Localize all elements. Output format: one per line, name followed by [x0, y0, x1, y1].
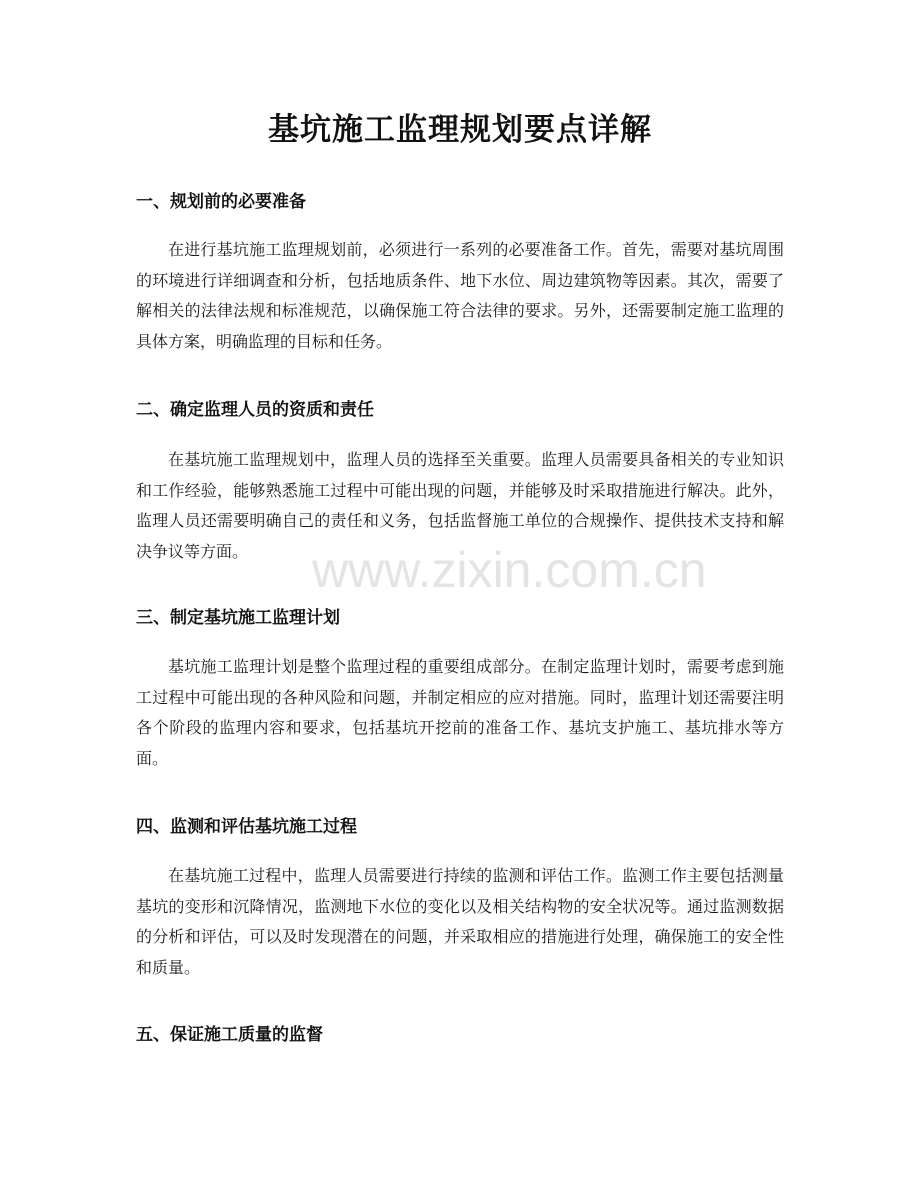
section-heading-4: 四、监测和评估基坑施工过程	[136, 817, 357, 837]
section-heading-1: 一、规划前的必要准备	[136, 192, 306, 212]
section-heading-5: 五、保证施工质量的监督	[136, 1025, 323, 1045]
section-heading-2: 二、确定监理人员的资质和责任	[136, 400, 374, 420]
section-paragraph-2: 在基坑施工监理规划中，监理人员的选择至关重要。监理人员需要具备相关的专业知识和工作经验，能够熟悉施工过程中可能出现的问题，并能够及时采取措施进行解决。此外，监理人员还需要明确自己的责任和义务，包括监督施工单位的合规操作、提供技术支持和解决争议等方面。	[136, 450, 784, 561]
watermark-text: www.zixin.com.cn	[312, 542, 707, 598]
document-title: 基坑施工监理规划要点详解	[268, 112, 652, 148]
section-paragraph-4: 在基坑施工过程中，监理人员需要进行持续的监测和评估工作。监测工作主要包括测量基坑的变形和沉降情况，监测地下水位的变化以及相关结构物的安全状况等。通过监测数据的分析和评估，可以及时发现潜在的问题，并采取相应的措施进行处理，确保施工的安全性和质量。	[136, 866, 784, 977]
section-heading-3: 三、制定基坑施工监理计划	[136, 608, 340, 628]
section-paragraph-3: 基坑施工监理计划是整个监理过程的重要组成部分。在制定监理计划时，需要考虑到施工过程中可能出现的各种风险和问题，并制定相应的应对措施。同时，监理计划还需要注明各个阶段的监理内容和要求，包括基坑开挖前的准备工作、基坑支护施工、基坑排水等方面。	[136, 657, 784, 768]
section-paragraph-1: 在进行基坑施工监理规划前，必须进行一系列的必要准备工作。首先，需要对基坑周围的环境进行详细调查和分析，包括地质条件、地下水位、周边建筑物等因素。其次，需要了解相关的法律法规和标准规范，以确保施工符合法律的要求。另外，还需要制定施工监理的具体方案，明确监理的目标和任务。	[136, 240, 784, 351]
